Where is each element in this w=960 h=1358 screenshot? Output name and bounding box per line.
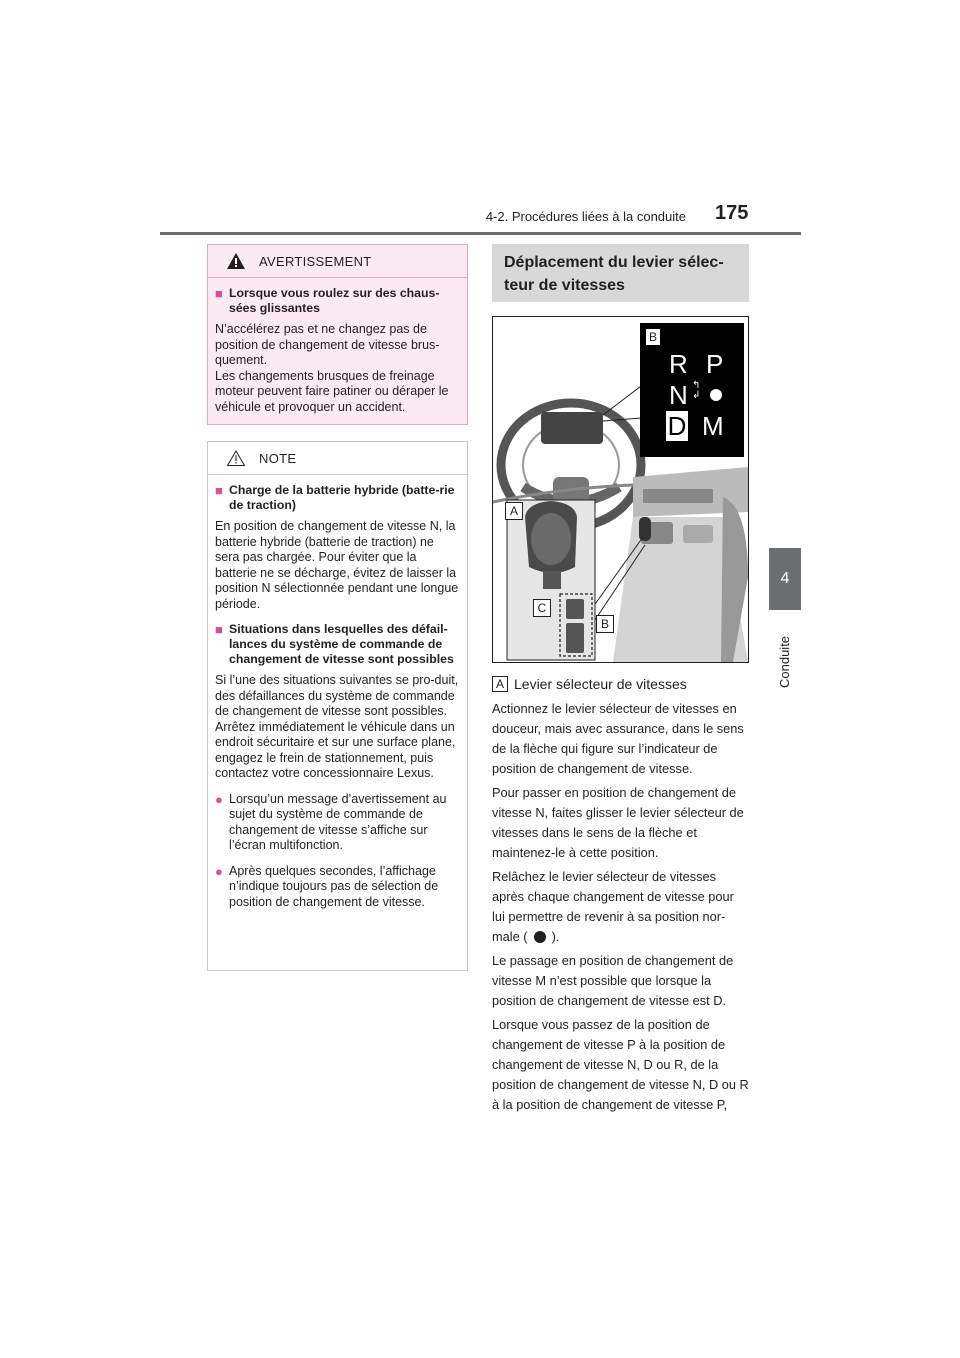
warning-text-2: Les changements brusques de freinage moteur peuvent faire patiner ou déraper le véhicule et provoquer un accident. (215, 368, 449, 414)
callout-text: Levier sélecteur de vitesses (514, 676, 687, 692)
body-paragraph-5: Lorsque vous passez de la position de changement de vitesse P à la position de changement de vitesse N, D ou R, de la position de changement de vitesse N, D ou R à la position de changement de vitesse P, (492, 1017, 749, 1112)
gear-r: R (669, 349, 688, 379)
gear-display (640, 323, 744, 457)
warning-heading (215, 286, 460, 316)
circle-bullet-icon: ● (215, 863, 223, 879)
warning-heading-text: Lorsque vous roulez sur des chaus-sées glissantes (229, 286, 440, 315)
square-bullet-icon: ■ (215, 622, 223, 637)
caution-triangle-icon (227, 450, 245, 471)
figure-label-b: B (596, 615, 614, 633)
section-heading: Déplacement du levier sélec-teur de vitesses (492, 244, 749, 302)
circle-bullet-icon: ● (215, 791, 223, 807)
note-heading-1-text: Charge de la batterie hybride (batte-rie de traction) (229, 483, 455, 512)
neutral-indicator-icon: ↰ ↲ (692, 380, 701, 401)
note-header (208, 442, 467, 475)
body-paragraph-1: Actionnez le levier sélecteur de vitesses en douceur, mais avec assurance, dans le sens de la flèche qui figure sur l’indicateur de position de changement de vitesse. (492, 701, 744, 776)
note-title: NOTE (259, 451, 297, 466)
chapter-tab[interactable]: 4 (769, 548, 801, 610)
warning-triangle-icon (227, 253, 245, 274)
note-heading-1 (215, 483, 460, 513)
warning-title: AVERTISSEMENT (259, 254, 372, 269)
page-number: 175 (715, 202, 749, 224)
note-heading-2-text: Situations dans lesquelles des défail-lances du système de commande de changement de vitesse sont possibles (229, 622, 454, 666)
figure-label-c: C (533, 599, 551, 617)
body-paragraph-3-a: Relâchez le levier sélecteur de vitesses après chaque changement de vitesse pour lui permettre de revenir à sa position nor-male ( (492, 869, 734, 944)
note-box (207, 441, 468, 971)
note-list-item-1-text: Lorsqu’un message d’avertissement au sujet du système de commande de changement de vitesse s’affiche sur l’écran multifonction. (229, 791, 447, 852)
gear-n: N (669, 380, 688, 410)
center-dot-icon (710, 389, 722, 401)
callout-a (492, 676, 749, 692)
note-paragraph-1: En position de changement de vitesse N, la batterie hybride (batterie de traction) ne sera pas chargée. Pour éviter que la batterie ne se décharge, évitez de laisser la position N sélectionnée pendant une longue période. (215, 519, 459, 611)
body-paragraph-3-b: ). (551, 929, 560, 944)
body-paragraph-3 (492, 867, 749, 947)
note-list-item-1 (215, 792, 460, 854)
warning-box (207, 244, 468, 425)
display-label-b: B (646, 329, 660, 345)
figure-label-a: A (505, 502, 523, 520)
warning-body (208, 278, 467, 415)
chapter-label: Conduite (777, 635, 792, 688)
note-paragraph-2: Si l’une des situations suivantes se pro-duit, des défaillances du système de commande de changement de vitesse sont possibles. (215, 673, 459, 718)
body-text (492, 699, 749, 1119)
gear-m: M (702, 411, 724, 441)
square-bullet-icon: ■ (215, 286, 223, 301)
warning-text: N’accélérez pas et ne changez pas de position de changement de vitesse brus-quement. (215, 322, 440, 367)
square-bullet-icon: ■ (215, 483, 223, 498)
body-paragraph-4: Le passage en position de changement de vitesse M n’est possible que lorsque la position de changement de vitesse est D. (492, 953, 734, 1008)
section-title: 4-2. Procédures liées à la conduite (485, 209, 686, 224)
warning-header (208, 245, 467, 278)
neutral-position-dot-icon (534, 931, 546, 943)
note-list-item-2 (215, 864, 460, 911)
body-paragraph-2: Pour passer en position de changement de vitesse N, faites glisser le levier sélecteur de vitesses dans le sens de la flèche et maintenez-le à cette position. (492, 785, 744, 860)
note-list-item-2-text: Après quelques secondes, l’affichage n’indique toujours pas de sélection de position de changement de vitesse. (229, 863, 439, 909)
note-heading-2 (215, 622, 460, 667)
header-rule (160, 232, 801, 235)
gear-p: P (706, 349, 724, 379)
callout-letter-a: A (492, 676, 508, 692)
note-paragraph-3: Arrêtez immédiatement le véhicule dans un endroit sécuritaire et sur une surface plane, engagez le frein de stationnement, puis contactez votre concessionnaire Lexus. (215, 719, 456, 780)
shift-lever-illustration (492, 316, 749, 663)
note-body (208, 475, 467, 910)
gear-d: D (667, 411, 687, 441)
